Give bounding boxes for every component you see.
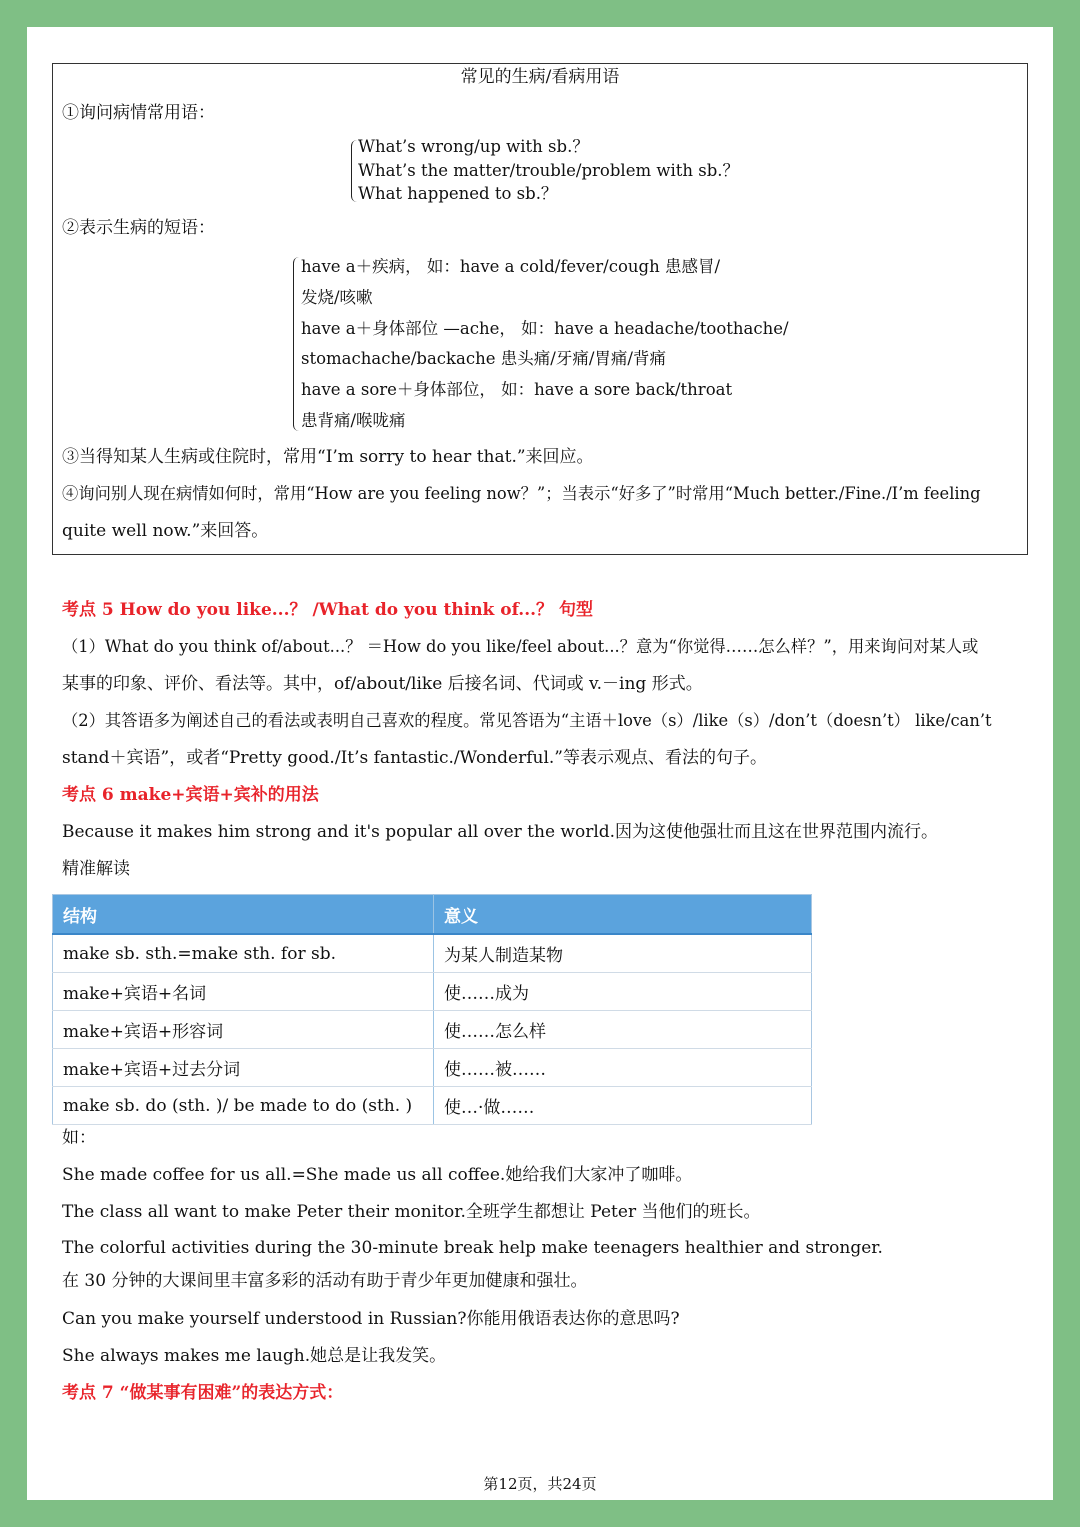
structure-cell: make+宾语+名词 <box>53 973 434 1011</box>
meaning-cell: 使……被…… <box>434 1049 812 1087</box>
structure-cell: make sb. sth.=make sth. for sb. <box>53 934 434 973</box>
example-sentence: She made coffee for us all.=She made us all coffee.她给我们大家冲了咖啡。 <box>62 1165 693 1185</box>
table-row <box>53 973 812 1011</box>
example-label: 如： <box>62 1128 96 1148</box>
illness-phrase: have a＋身体部位 —ache， 如：have a headache/toothache/ <box>301 319 789 338</box>
structure-cell: make sb. do (sth. )/ be made to do (sth. ) <box>53 1087 434 1125</box>
page-number: 第12页，共24页 <box>483 1475 597 1493</box>
table-row <box>53 1087 812 1125</box>
kp5-paragraph-1-cont: 某事的印象、评价、看法等。其中，of/about/like 后接名词、代词或 v.－ing 形式。 <box>62 674 703 694</box>
kp5-paragraph-1: （1）What do you think of/about...？ ＝How do you like/feel about...？意为“你觉得……怎么样？”，用来询问对某人或 <box>62 637 979 656</box>
inquiry-phrase: What’s the matter/trouble/problem with sb.？ <box>358 161 740 180</box>
illness-phrase: have a＋疾病， 如：have a cold/fever/cough 患感冒/ <box>301 257 721 276</box>
kp6-example: Because it makes him strong and it's popular all over the world.因为这使他强壮而且这在世界范围内流行。 <box>62 822 939 842</box>
illness-phrase: stomachache/backache 患头痛/牙痛/胃痛/背痛 <box>301 349 666 368</box>
meaning-cell: 使……成为 <box>434 973 812 1011</box>
kp6-subheading: 精准解读 <box>62 859 130 879</box>
table-header-meaning: 意义 <box>434 895 812 935</box>
make-structure-table <box>52 894 812 1125</box>
table-row <box>53 1011 812 1049</box>
document-page <box>27 27 1053 1500</box>
illness-phrase: have a sore＋身体部位， 如：have a sore back/throat <box>301 380 733 399</box>
inquiry-phrase: What happened to sb.？ <box>358 184 558 203</box>
kp7-heading: 考点 7 “做某事有困难”的表达方式： <box>62 1383 344 1403</box>
illness-phrase: 患背痛/喉咙痛 <box>301 411 406 430</box>
table-row <box>53 1049 812 1087</box>
kp6-heading: 考点 6 make+宾语+宾补的用法 <box>62 785 319 805</box>
box-title: 常见的生病/看病用语 <box>460 67 620 87</box>
table-header-structure: 结构 <box>53 895 434 935</box>
structure-cell: make+宾语+过去分词 <box>53 1049 434 1087</box>
illness-phrases-box <box>52 63 1028 555</box>
section-4-text: ④询问别人现在病情如何时，常用“How are you feeling now？”；当表示“好多了”时常用“Much better./Fine./I’m feeling <box>62 484 981 503</box>
inquiry-phrase: What’s wrong/up with sb.？ <box>358 137 589 156</box>
kp5-paragraph-2-cont: stand＋宾语”，或者“Pretty good./It’s fantastic./Wonderful.”等表示观点、看法的句子。 <box>62 748 767 768</box>
example-sentence: The colorful activities during the 30-minute break help make teenagers healthier and stronger. <box>62 1238 883 1258</box>
table-row <box>53 934 812 973</box>
example-sentence: The class all want to make Peter their monitor.全班学生都想让 Peter 当他们的班长。 <box>62 1202 761 1222</box>
example-translation: 在 30 分钟的大课间里丰富多彩的活动有助于青少年更加健康和强壮。 <box>62 1271 588 1291</box>
section-3-text: ③当得知某人生病或住院时，常用“I’m sorry to hear that.”来回应。 <box>62 447 594 467</box>
example-sentence: Can you make yourself understood in Russian?你能用俄语表达你的意思吗? <box>62 1309 680 1329</box>
section-2-heading: ②表示生病的短语： <box>62 218 215 238</box>
example-sentence: She always makes me laugh.她总是让我发笑。 <box>62 1346 447 1366</box>
section-4-text-cont: quite well now.”来回答。 <box>62 521 269 541</box>
structure-cell: make+宾语+形容词 <box>53 1011 434 1049</box>
brace-2 <box>293 257 302 431</box>
kp5-heading: 考点 5 How do you like...？ /What do you think of...？ 句型 <box>62 600 593 620</box>
meaning-cell: 为某人制造某物 <box>434 934 812 973</box>
illness-phrase: 发烧/咳嗽 <box>301 288 373 307</box>
meaning-cell: 使……怎么样 <box>434 1011 812 1049</box>
table-header-row <box>53 895 812 935</box>
meaning-cell: 使…·做…… <box>434 1087 812 1125</box>
kp5-paragraph-2: （2）其答语多为阐述自己的看法或表明自己喜欢的程度。常见答语为“主语＋love（s）/like（s）/don’t（doesn’t） like/can’t <box>62 711 992 730</box>
section-1-heading: ①询问病情常用语： <box>62 103 215 123</box>
